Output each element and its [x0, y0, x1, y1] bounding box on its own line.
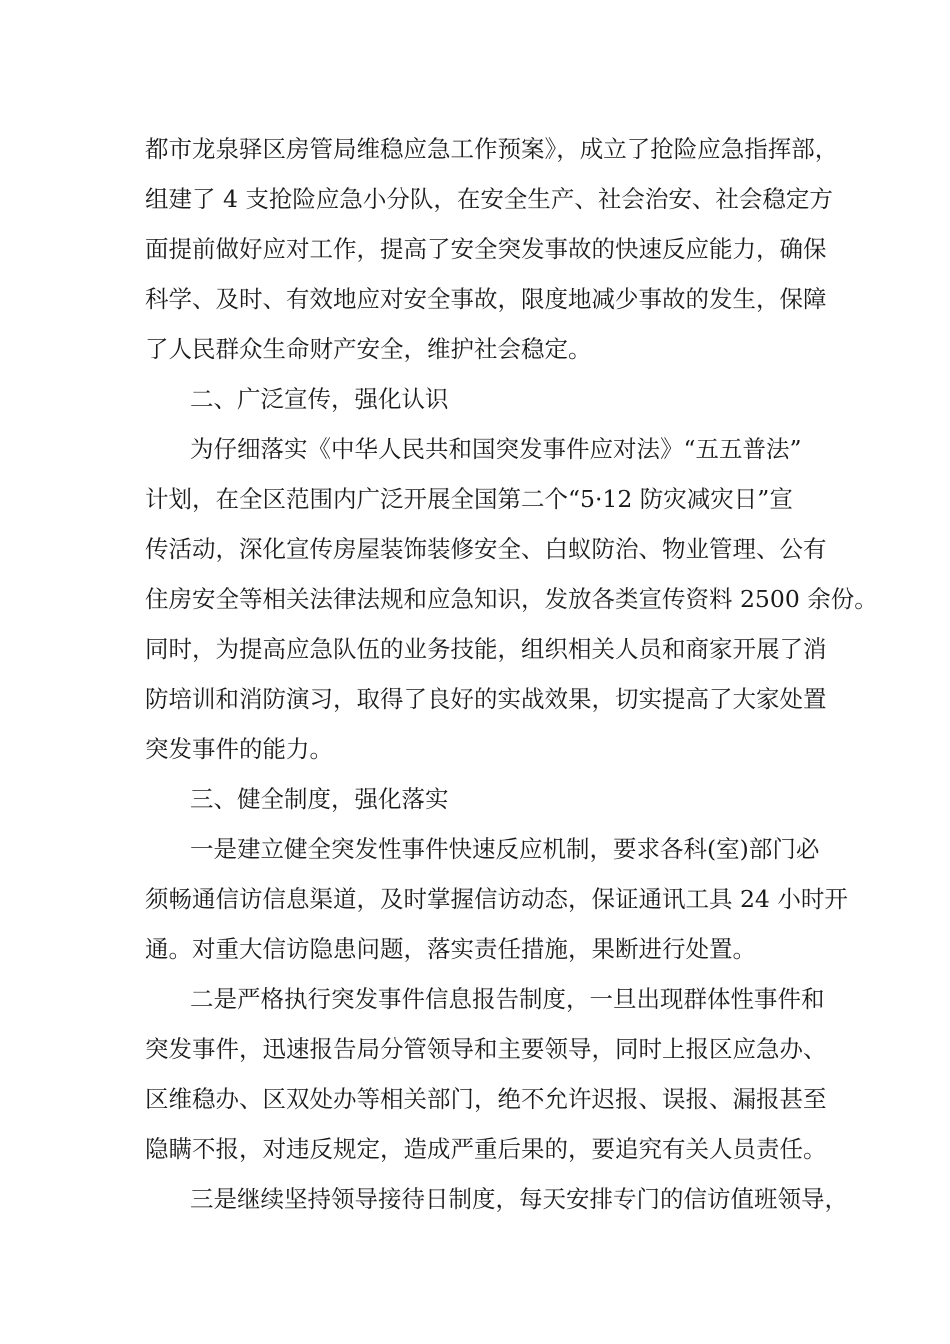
text-line: 区维稳办、区双处办等相关部门，绝不允许迟报、误报、漏报甚至 [145, 1085, 827, 1113]
text-line: 隐瞒不报，对违反规定，造成严重后果的，要追究有关人员责任。 [145, 1135, 827, 1163]
text-line: 面提前做好应对工作，提高了安全突发事故的快速反应能力，确保 [145, 235, 827, 263]
section-heading: 三、健全制度，强化落实 [190, 785, 449, 813]
text-line: 通。对重大信访隐患问题，落实责任措施，果断进行处置。 [145, 935, 756, 963]
text-line: 为仔细落实《中华人民共和国突发事件应对法》“五五普法” [190, 435, 802, 463]
text-line: 突发事件的能力。 [145, 735, 333, 763]
text-line: 科学、及时、有效地应对安全事故，限度地减少事故的发生，保障 [145, 285, 827, 313]
section-heading: 二、广泛宣传，强化认识 [190, 385, 449, 413]
text-line: 组建了 4 支抢险应急小分队，在安全生产、社会治安、社会稳定方 [145, 185, 833, 213]
text-line: 同时，为提高应急队伍的业务技能，组织相关人员和商家开展了消 [145, 635, 827, 663]
text-line: 传活动，深化宣传房屋装饰装修安全、白蚁防治、物业管理、公有 [145, 535, 827, 563]
text-line: 须畅通信访信息渠道，及时掌握信访动态，保证通讯工具 24 小时开 [145, 885, 848, 913]
text-line: 住房安全等相关法律法规和应急知识，发放各类宣传资料 2500 余份。 [145, 585, 878, 613]
text-line: 了人民群众生命财产安全，维护社会稳定。 [145, 335, 592, 363]
text-line: 突发事件，迅速报告局分管领导和主要领导，同时上报区应急办、 [145, 1035, 827, 1063]
text-line: 三是继续坚持领导接待日制度，每天安排专门的信访值班领导， [190, 1185, 848, 1213]
text-line: 二是严格执行突发事件信息报告制度，一旦出现群体性事件和 [190, 985, 825, 1013]
text-line: 防培训和消防演习，取得了良好的实战效果，切实提高了大家处置 [145, 685, 827, 713]
text-line: 都市龙泉驿区房管局维稳应急工作预案》，成立了抢险应急指挥部， [145, 135, 839, 163]
text-line: 一是建立健全突发性事件快速反应机制，要求各科(室)部门必 [190, 835, 820, 863]
text-line: 计划，在全区范围内广泛开展全国第二个“5·12 防灾减灾日”宣 [145, 485, 793, 513]
